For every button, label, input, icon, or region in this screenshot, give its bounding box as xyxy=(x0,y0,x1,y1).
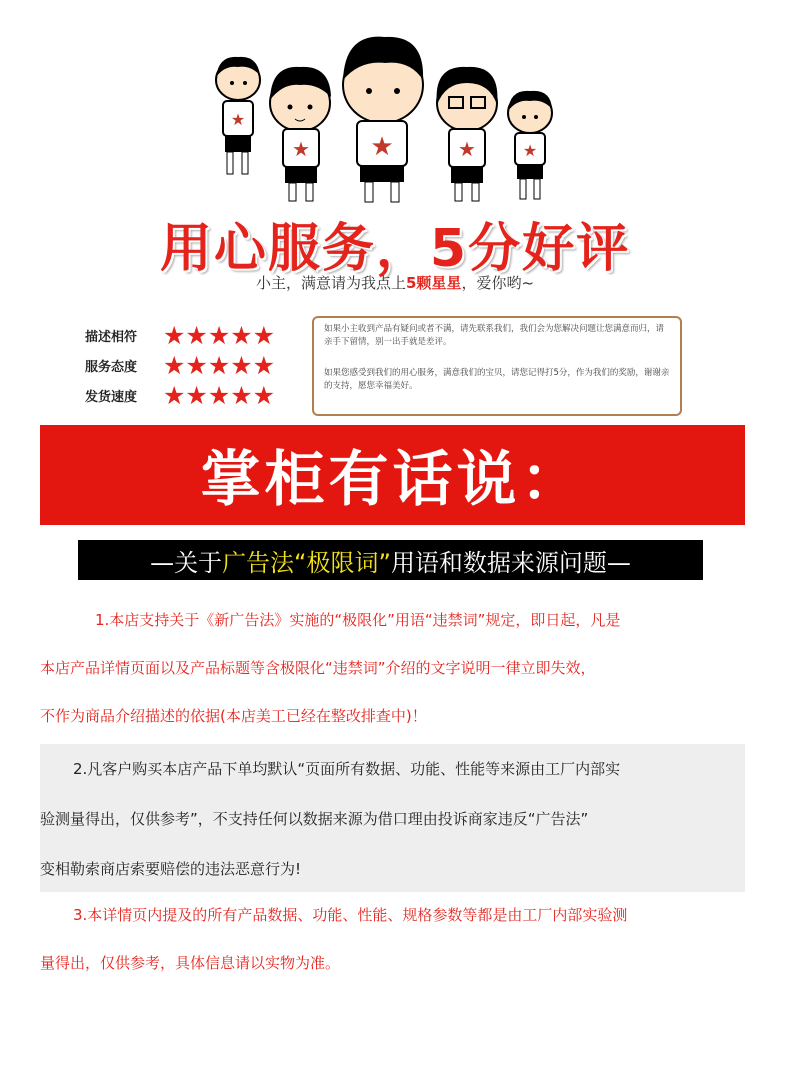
star-rating-icons: ★★★★★ xyxy=(163,320,276,350)
section-1-line-2: 本店产品详情页面以及产品标题等含极限化“违禁词”介绍的文字说明一律立即失效， xyxy=(40,659,596,677)
section-2-line-3: 变相勒索商店索要赔偿的违法恶意行为! xyxy=(40,860,302,878)
subline-highlight: 5颗星星 xyxy=(406,274,462,292)
svg-text:★: ★ xyxy=(370,132,394,162)
svg-text:★: ★ xyxy=(522,141,538,160)
svg-text:★: ★ xyxy=(292,137,310,161)
section-3-line-1: 3.本详情页内提及的所有产品数据、功能、性能、规格参数等都是由工厂内部实验测 xyxy=(73,906,628,924)
rating-row-service xyxy=(85,350,275,380)
note-paragraph-2: 如果您感受到我们的用心服务，满意我们的宝贝，请您记得打5分，作为我们的奖励，谢谢亲的支持，愿您幸福美好。 xyxy=(324,368,670,391)
star-rating-icons: ★★★★★ xyxy=(163,350,276,380)
cartoon-kids-illustration xyxy=(205,25,565,205)
subline xyxy=(0,272,790,293)
section-1-line-3: 不作为商品介绍描述的依据(本店美工已经在整改排查中)！ xyxy=(40,707,427,725)
section-3-line-2: 量得出，仅供参考，具体信息请以实物为准。 xyxy=(40,954,341,972)
topic-prefix: —关于 xyxy=(150,548,223,577)
section-2-line-1: 2.凡客户购买本店产品下单均默认“页面所有数据、功能、性能等来源由工厂内部实 xyxy=(73,760,621,778)
rating-label: 描述相符 xyxy=(85,329,138,345)
topic-highlight: 广告法“极限词” xyxy=(222,548,391,577)
section-1 xyxy=(40,596,745,740)
headline: 用心服务，5分好评 xyxy=(159,219,631,279)
section-2 xyxy=(40,744,745,892)
kid-2 xyxy=(270,67,331,201)
kid-5 xyxy=(508,91,552,199)
subline-end: ，爱你哟~ xyxy=(461,274,535,292)
section-3 xyxy=(40,891,745,987)
subline-start: 小主，满意请为我点上 xyxy=(255,274,406,292)
ratings-list xyxy=(85,320,275,410)
section-1-line-1: 1.本店支持关于《新广告法》实施的“极限化”用语“违禁词”规定，即日起，凡是 xyxy=(95,611,621,629)
kid-4 xyxy=(437,67,498,201)
kid-1 xyxy=(216,57,260,174)
topic-bar xyxy=(78,540,703,580)
svg-text:★: ★ xyxy=(458,137,476,161)
svg-text:★: ★ xyxy=(230,110,246,129)
kid-3 xyxy=(343,37,423,202)
star-rating-icons: ★★★★★ xyxy=(163,380,276,410)
shopkeeper-banner xyxy=(40,425,745,525)
rating-label: 发货速度 xyxy=(85,389,138,405)
rating-label: 服务态度 xyxy=(85,359,138,375)
section-2-line-2: 验测量得出，仅供参考”，不支持任何以数据来源为借口理由投诉商家违反“广告法” xyxy=(40,810,589,828)
note-box xyxy=(312,316,682,416)
rating-row-shipping xyxy=(85,380,275,410)
rating-row-description xyxy=(85,320,275,350)
topic-suffix: 用语和数据来源问题— xyxy=(390,548,631,577)
banner-title: 掌柜有话说： xyxy=(200,445,585,515)
note-paragraph-1: 如果小主收到产品有疑问或者不满，请先联系我们，我们会为您解决问题让您满意而归，请亲手下留情，别一出手就是差评。 xyxy=(324,324,665,347)
